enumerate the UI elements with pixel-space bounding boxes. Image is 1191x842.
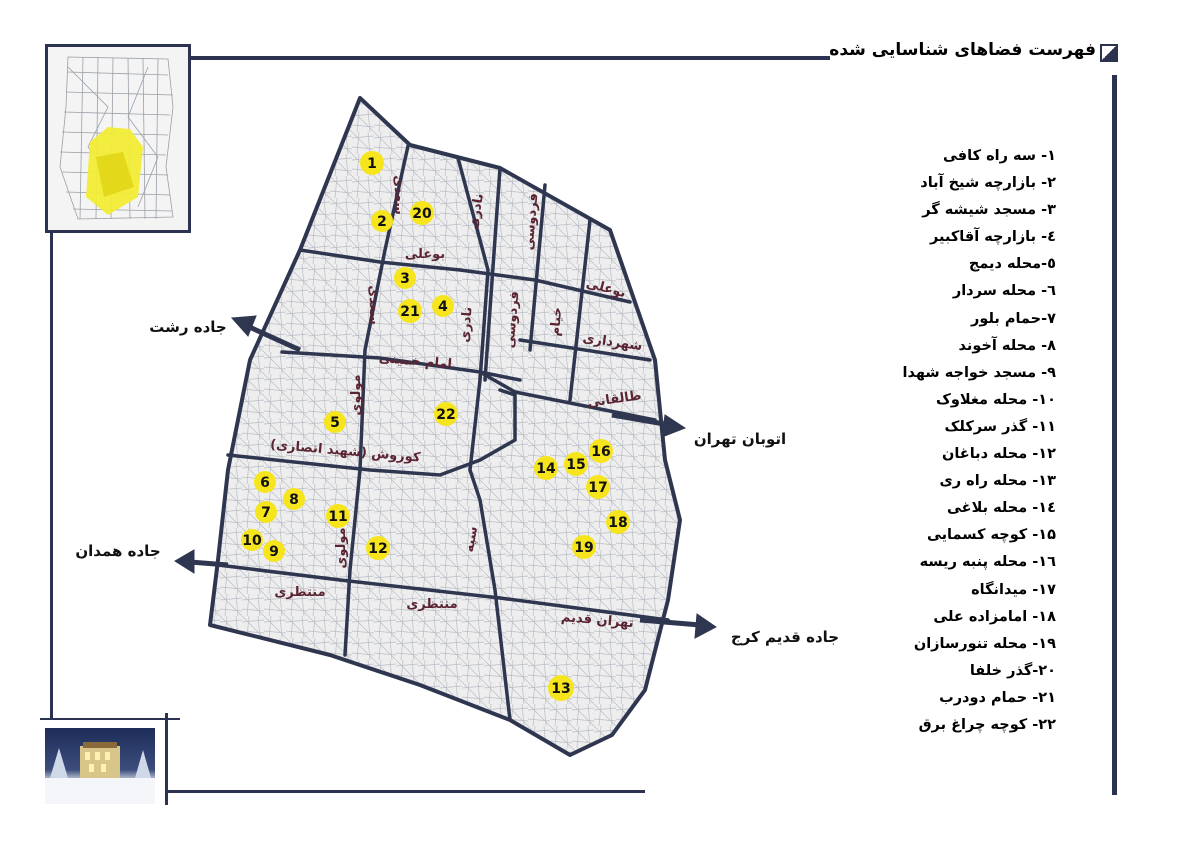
svg-text:5: 5: [330, 415, 340, 431]
street-label: سعدی: [391, 175, 406, 215]
site-marker: [241, 529, 263, 551]
svg-text:4: 4: [438, 299, 448, 315]
svg-text:13: 13: [551, 681, 571, 697]
legend-item: ۷-حمام بلور: [971, 310, 1056, 327]
legend-item: ۱۹- محله تنورسازان: [913, 635, 1056, 652]
svg-text:18: 18: [608, 515, 628, 531]
svg-text:17: 17: [588, 480, 608, 496]
legend-item: ۲- بازارچه شیخ آباد: [920, 175, 1056, 192]
legend-item: ۱۰- محله مغلاوک: [936, 391, 1056, 408]
street-label: مولوی: [334, 527, 349, 569]
site-marker: [394, 267, 416, 289]
site-marker: [371, 210, 393, 232]
legend-item: ۳- مسجد شیشه گر: [922, 202, 1056, 219]
site-marker: [324, 411, 346, 433]
svg-text:3: 3: [400, 271, 410, 287]
legend-item: ۱۳- محله راه ری: [939, 473, 1056, 490]
site-marker: [434, 402, 458, 426]
road-label-hamedan: جاده همدان: [75, 542, 161, 560]
street-label: خیام: [547, 306, 566, 337]
legend-item: ۱۱- گذر سرکلک: [944, 418, 1056, 435]
street-label: کوروش (شهید انصاری): [269, 437, 422, 466]
site-marker: [326, 504, 350, 528]
svg-text:6: 6: [260, 475, 270, 491]
svg-text:11: 11: [328, 509, 348, 525]
legend-item: ۱٤- محله بلاغی: [947, 500, 1056, 517]
legend-item: ۲۰-گذر خلفا: [969, 662, 1056, 679]
legend-item: ۲۲- کوچه چراغ برق: [918, 716, 1056, 733]
legend-item: ٦- محله سردار: [952, 283, 1056, 300]
legend-item: ۱۷- میدانگاه: [971, 581, 1056, 598]
street-label: منتظری: [274, 585, 326, 600]
svg-text:8: 8: [289, 492, 299, 508]
street-label: فردوسی: [502, 290, 523, 349]
site-marker: [360, 151, 384, 175]
svg-text:9: 9: [269, 544, 279, 560]
street-label: طالقانی: [586, 388, 643, 411]
svg-text:19: 19: [574, 540, 594, 556]
site-marker: [564, 452, 588, 476]
road-label-tehran-highway: اتوبان تهران: [693, 430, 787, 448]
site-marker: [255, 501, 277, 523]
road-label-rasht: جاده رشت: [149, 318, 227, 336]
street-label: منتظری: [406, 597, 458, 612]
street-label: نادری: [466, 192, 488, 231]
street-label: شهرداری: [581, 330, 644, 355]
site-marker: [283, 488, 305, 510]
svg-text:1: 1: [367, 156, 377, 172]
street-label: سپه: [461, 525, 482, 554]
site-marker: [589, 439, 613, 463]
site-marker: [263, 540, 285, 562]
site-marker: [586, 475, 610, 499]
district-boundary: [210, 98, 680, 755]
site-marker: [410, 201, 434, 225]
svg-text:16: 16: [591, 444, 611, 460]
legend-item: ۲۱- حمام دودرب: [939, 689, 1056, 706]
header-title: فهرست فضاهای شناسایی شده: [829, 40, 1096, 60]
legend-item: ٥-محله دیمج: [968, 256, 1056, 273]
svg-text:22: 22: [436, 407, 456, 423]
site-marker: [534, 456, 558, 480]
street-label: مولوی: [349, 374, 364, 416]
svg-text:2: 2: [377, 214, 387, 230]
street-label: تهران قدیم: [560, 609, 635, 632]
site-marker: [432, 295, 454, 317]
road-label-old-karaj: جاده قدیم کرج: [730, 628, 840, 646]
legend-item: ۱۵- کوچه کسمایی: [926, 527, 1056, 544]
legend-item: ۱۲- محله دباغان: [941, 446, 1056, 463]
street-label: فردوسی: [521, 192, 542, 251]
svg-text:15: 15: [566, 457, 586, 473]
site-marker: [606, 510, 630, 534]
street-label: سعدی: [366, 285, 381, 325]
svg-text:21: 21: [400, 304, 420, 320]
street-label: بوعلی: [404, 247, 446, 262]
street-label: بوعلی: [584, 276, 628, 302]
legend-item: ۸- محله آخوند: [958, 337, 1056, 354]
legend-item: ٤- بازارچه آقاکبیر: [930, 229, 1056, 246]
site-marker: [548, 675, 574, 701]
svg-text:20: 20: [412, 206, 432, 222]
site-marker: [398, 299, 422, 323]
svg-text:10: 10: [242, 533, 262, 549]
legend-item: ۱٦- محله پنبه ریسه: [919, 554, 1056, 571]
street-label: امام خمینی: [378, 350, 453, 373]
site-marker: [572, 535, 596, 559]
svg-text:12: 12: [368, 541, 388, 557]
svg-text:7: 7: [261, 505, 271, 521]
site-marker: [254, 471, 276, 493]
street-label: نادری: [457, 306, 476, 344]
legend-item: ۹- مسجد خواجه شهدا: [902, 364, 1056, 381]
legend-item: ۱۸- امامزاده علی: [933, 608, 1056, 625]
legend-item: ۱- سه راه کافی: [943, 148, 1056, 164]
site-marker: [366, 536, 390, 560]
svg-text:14: 14: [536, 461, 556, 477]
